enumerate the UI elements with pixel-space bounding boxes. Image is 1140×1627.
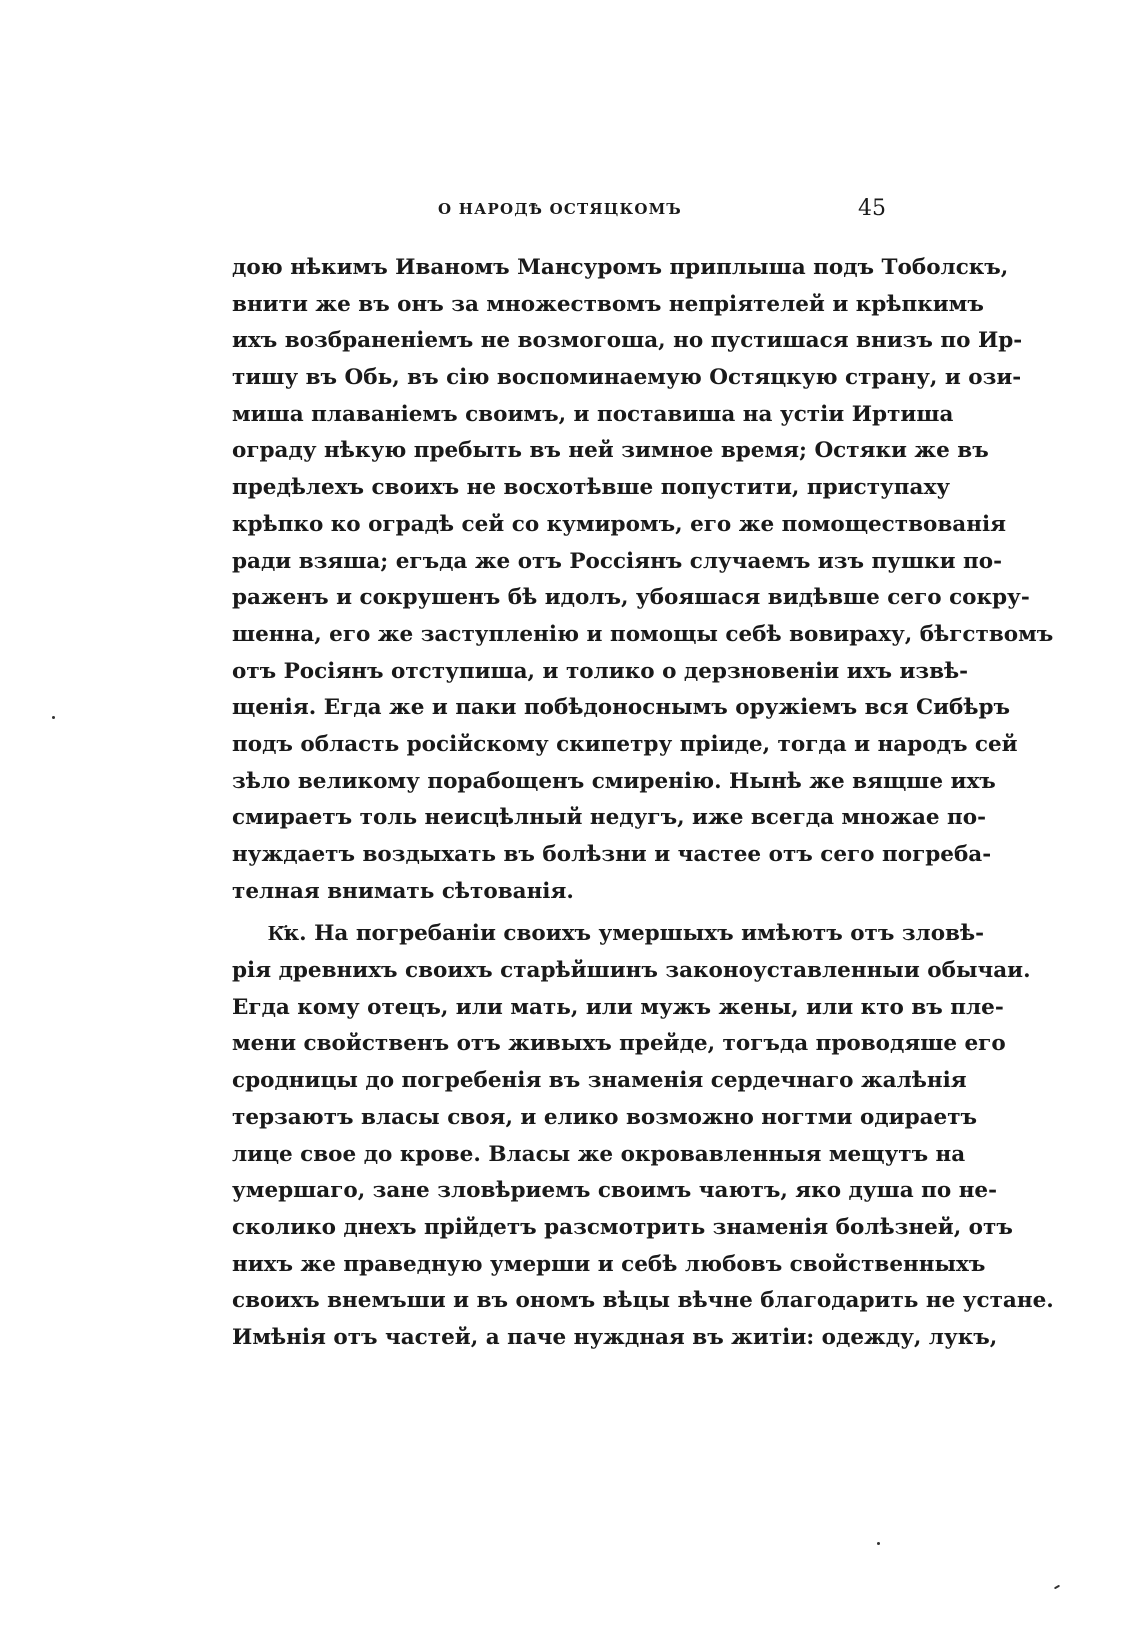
text-line: Имѣнія отъ частей, а паче нуждная въ житіи: одежду, лукъ, (232, 1324, 998, 1350)
body-text (232, 250, 1054, 1357)
text-line: раженъ и сокрушенъ бѣ идолъ, убояшася видѣвше сего сокру- (232, 585, 1030, 611)
text-line: крѣпко ко оградѣ сей со кумиромъ, его же помоществованія (232, 511, 1007, 537)
text-line: внити же въ онъ за множествомъ непріятелей и крѣпкимъ (232, 291, 984, 317)
text-line: ихъ возбраненіемъ не возмогоша, но пустишася внизъ по Ир- (232, 328, 1023, 354)
scan-speck (52, 716, 55, 719)
running-title: О НАРОДѢ ОСТЯЦКОМЪ (438, 200, 682, 218)
text-line: зѣло великому порабощенъ смиренію. Нынѣ же вящше ихъ (232, 768, 996, 794)
text-line: нихъ же праведную умерши и себѣ любовъ свойственныхъ (232, 1251, 986, 1277)
text-line: Егда кому отецъ, или мать, или мужъ жены, или кто въ пле- (232, 994, 1004, 1020)
text-line: тишу въ Обь, въ сію воспоминаемую Остяцкую страну, и ози- (232, 365, 1022, 391)
text-line: своихъ внемъши и въ ономъ вѣцы вѣчне благодарить не устане. (232, 1288, 1054, 1314)
text-line: нуждаетъ воздыхать въ болѣзни и частее отъ сего погреба- (232, 842, 992, 867)
text-line: рія древнихъ своихъ старѣйшинъ законоуставленныи обычаи. (232, 958, 1031, 984)
text-line: ограду нѣкую пребыть въ ней зимное время; Остяки же въ (232, 438, 989, 464)
text-line: миша плаваніемъ своимъ, и поставиша на устіи Иртиша (232, 401, 954, 427)
text-line: сродницы до погребенія въ знаменія сердечнаго жалѣнія (232, 1068, 967, 1094)
text-line: лице свое до крове. Власы же окровавленныя мещутъ на (232, 1141, 966, 1167)
text-line: отъ Росіянъ отступиша, и толико о дерзновеніи ихъ извѣ- (232, 658, 969, 684)
text-line: шенна, его же заступленію и помощы себѣ вовираху, бѣгствомъ (232, 621, 1054, 647)
text-line: предѣлехъ своихъ не восхотѣвше попустити, приступаху (232, 475, 951, 501)
page-number: 45 (858, 196, 886, 221)
text-line: ради взяша; егъда же отъ Россіянъ случаемъ изъ пушки по- (232, 548, 1003, 574)
text-line: умершаго, зане зловѣриемъ своимъ чаютъ, яко душа по не- (232, 1178, 998, 1204)
text-line: смираетъ толь неисцѣлный недугъ, иже всегда множае по- (232, 805, 987, 831)
scan-speck (1054, 1585, 1060, 1590)
text-line: мени свойственъ отъ живыхъ прейде, тогъда проводяше его (232, 1031, 1006, 1057)
text-line: щенія. Егда же и паки побѣдоноснымъ оружіемъ вся Сибѣръ (232, 695, 1011, 721)
scan-speck (877, 1542, 880, 1545)
text-line: дою нѣкимъ Иваномъ Мансуромъ приплыша подъ Тоболскъ, (232, 255, 1009, 280)
running-header (230, 196, 890, 232)
text-line: телная внимать сѣтованія. (232, 878, 574, 904)
text-line: сколико днехъ прійдетъ разсмотрить знаменія болѣзней, отъ (232, 1214, 1013, 1240)
paragraph-start-line: К҃к. На погребаніи своихъ умершыхъ имѣютъ отъ зловѣ- (268, 921, 985, 947)
text-line: терзаютъ власы своя, и елико возможно ногтми одираетъ (232, 1104, 978, 1130)
text-line: подъ область російскому скипетру пріиде, тогда и народъ сей (232, 731, 1018, 757)
